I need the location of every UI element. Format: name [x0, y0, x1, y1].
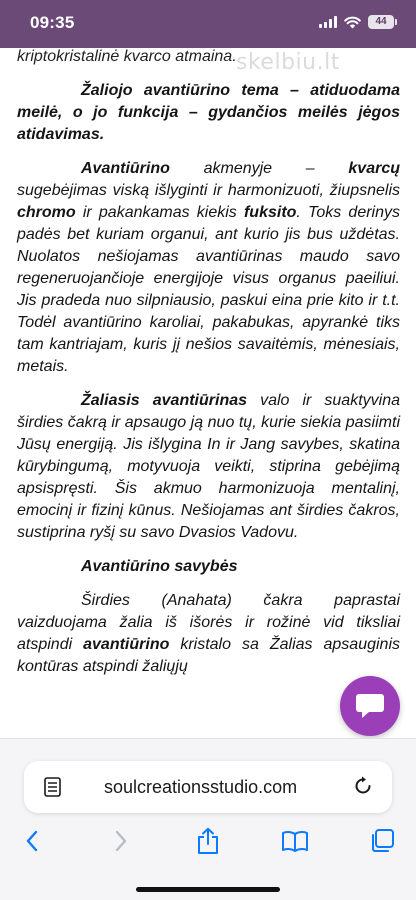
navigation-toolbar [0, 821, 416, 861]
url-text: soulcreationsstudio.com [104, 777, 298, 797]
reader-mode-icon[interactable] [44, 777, 62, 797]
bold-term: chromo [17, 204, 76, 221]
address-bar[interactable] [24, 761, 392, 813]
section-heading: Avantiūrino savybės [81, 558, 238, 575]
back-button[interactable] [12, 821, 52, 861]
status-time: 09:35 [30, 13, 75, 32]
bold-term: avantiūrino [83, 636, 170, 653]
bookmarks-button[interactable] [275, 821, 315, 861]
clipped-line: kriptokristalinė kvarco atmaina. [17, 48, 237, 65]
status-bar [0, 0, 416, 48]
cellular-signal-icon [319, 16, 337, 28]
share-icon [196, 827, 220, 855]
paragraph-4: Širdies (Anahata) čakra paprastai vaizduojama žalia iš išorės ir rožinė vid tiksliai atspindi avantiūrino kristalo sa Žalias apsauginis kontūras atspindi žaliųjų [17, 592, 401, 675]
book-icon [281, 830, 309, 852]
watermark: skelbiu.lt [236, 50, 340, 75]
browser-toolbar [0, 738, 416, 900]
share-button[interactable] [188, 821, 228, 861]
tabs-icon [369, 828, 395, 854]
bold-term: Žaliasis avantiūrinas [81, 392, 248, 409]
back-chevron-icon [25, 830, 39, 852]
chat-button[interactable] [340, 676, 400, 736]
paragraph-3: Žaliasis avantiūrinas valo ir suaktyvina širdies čakrą ir apsaugo ją nuo tų, kurie siekia pasiimti Jūsų energiją. Jis išlygina In ir Jang savybes, skatina kūrybingumą, motyvuoja veikti, stiprina gebėjimą apsispręsti. Šis akmuo harmonizuoja mentalinį, emocinį ir fizinį kūnus. Nešiojamas ant širdies čakros, sustiprina ryšį su savo Dvasios Vadovu. [17, 392, 400, 541]
bold-term: kvarcų [348, 160, 400, 177]
chat-bubble-icon [354, 692, 386, 720]
battery-icon: 44 [368, 15, 394, 29]
bold-term: fuksito [243, 204, 297, 221]
forward-chevron-icon [114, 830, 128, 852]
reload-icon[interactable] [352, 775, 374, 797]
forward-button[interactable] [101, 821, 141, 861]
home-indicator [136, 887, 280, 892]
wifi-icon [344, 16, 361, 29]
paragraph-1: Žaliojo avantiūrino tema – atiduodama meilė, o jo funkcija – gydančios meilės jėgos atidavimas. [17, 82, 400, 143]
tabs-button[interactable] [362, 821, 402, 861]
status-icons [319, 15, 394, 29]
paragraph-2: Avantiūrino akmenyje – kvarcų sugebėjimas viską išlyginti ir harmonizuoti, žiupsnelis chromo ir pakankamas kiekis fuksito. Toks derinys padės bet kuriam organui, ant kurio jis bus uždėtas. Nuolatos nešiojamas avantiūrinas maudo savo regeneruojančioje energijoje visus organus paeiliui. Jis pradeda nuo silpniausio, paskui eina prie kito ir t.t. Todėl avantiūrino karoliai, pakabukas, apyrankė tiks tam kantriajam, kuris jį nešios savaitėmis, mėnesiais, metais. [17, 160, 400, 375]
bold-term: Avantiūrino [81, 160, 170, 177]
article-content [17, 46, 400, 678]
